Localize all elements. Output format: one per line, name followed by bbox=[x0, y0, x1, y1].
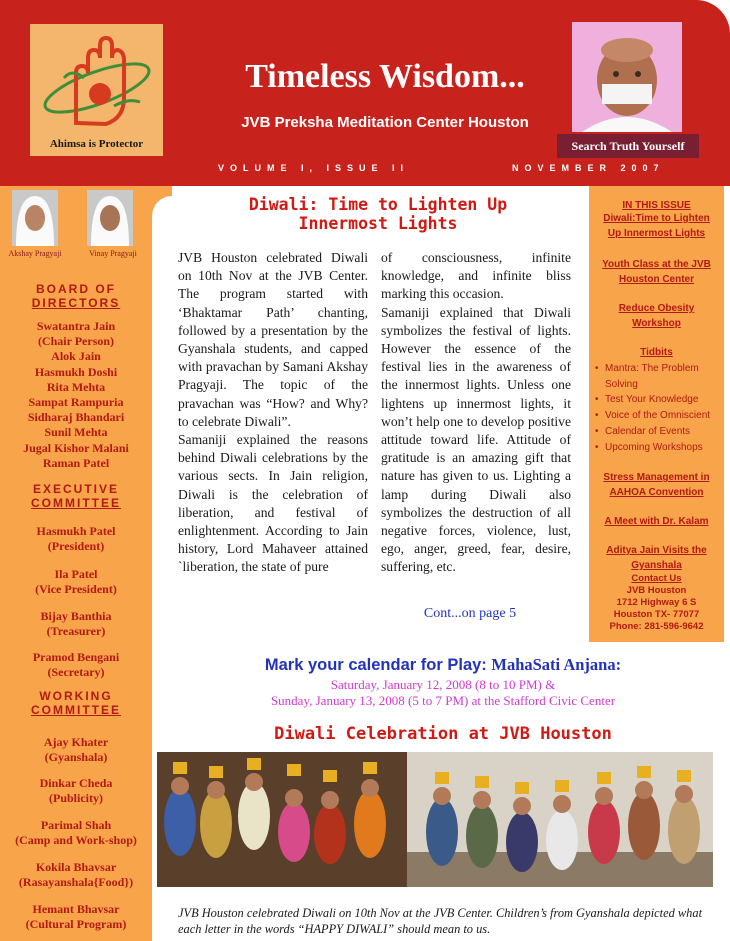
calendar-date-1: Saturday, January 12, 2008 (8 to 10 PM) & bbox=[330, 677, 556, 692]
article-paragraph: of consciousness, infinite knowledge, and infinite bliss marking this occasion. bbox=[381, 250, 571, 302]
issue-index-heading: IN THIS ISSUE bbox=[622, 200, 691, 211]
link-line[interactable]: Reduce Obesity bbox=[618, 303, 695, 314]
member-name: Hemant Bhavsar bbox=[32, 902, 120, 916]
article-paragraph: JVB Houston celebrated Diwali on 10th Nov at the JVB Center. The program started with ‘Bhaktamar Path’ chanting, followed by a presentation by the Gyanshala students, and capped with pravachan by Samani Akshay Pragyaji. The topic of the pravachan was “How? and Why? to celebrate Diwali”. bbox=[178, 250, 368, 429]
member-role: (Secretary) bbox=[47, 665, 105, 679]
link-line[interactable]: Diwali:Time to Lighten bbox=[603, 213, 710, 224]
children-performance-image bbox=[157, 752, 713, 887]
member-role: (Camp and Work-shop) bbox=[15, 833, 137, 847]
newsletter-subtitle: JVB Preksha Meditation Center Houston bbox=[241, 114, 529, 131]
working-member bbox=[0, 776, 152, 806]
member-role: (Publicity) bbox=[49, 791, 103, 805]
volume-issue: VOLUME I, ISSUE II bbox=[218, 163, 410, 173]
member-name: Kokila Bhavsar bbox=[35, 860, 117, 874]
executive-member bbox=[0, 609, 152, 639]
member-name: Hasmukh Patel bbox=[36, 524, 116, 538]
member-name: Dinkar Cheda bbox=[39, 776, 113, 790]
link-line[interactable]: Aditya Jain Visits the bbox=[606, 545, 707, 556]
member-role: (Vice President) bbox=[35, 582, 117, 596]
photo-caption-text: JVB Houston celebrated Diwali on 10th Nov at the JVB Center. Children’s from Gyanshala depicted what each letter in the words “HAPPY DIWALI” should mean to us. bbox=[178, 906, 703, 936]
newsletter-title: Timeless Wisdom... bbox=[245, 58, 525, 95]
executive-member bbox=[0, 524, 152, 554]
member-name: Ila Patel bbox=[54, 567, 98, 581]
celebration-photo bbox=[157, 752, 713, 887]
avatar bbox=[12, 190, 58, 246]
contact-block bbox=[589, 573, 724, 633]
play-name: MahaSati Anjana: bbox=[491, 655, 622, 674]
hand-dove-logo-icon bbox=[36, 28, 158, 132]
link-line[interactable]: Youth Class at the JVB bbox=[602, 259, 711, 270]
ahimsa-logo bbox=[30, 24, 163, 156]
member-name: Bijay Banthia bbox=[40, 609, 112, 623]
issue-index bbox=[589, 186, 724, 642]
contact-line: 1712 Highway 6 S bbox=[616, 597, 697, 608]
article-column-2 bbox=[381, 249, 571, 577]
contact-line: JVB Houston bbox=[626, 585, 687, 596]
board-member: Sidharaj Bhandari bbox=[27, 410, 125, 425]
member-role: (Gyanshala) bbox=[44, 750, 108, 764]
link-aditya-jain[interactable] bbox=[589, 543, 724, 573]
guru-portrait bbox=[572, 22, 682, 132]
member-role: (President) bbox=[47, 539, 105, 553]
avatar-caption: Akshay Pragyaji bbox=[8, 249, 62, 258]
board-member: Raman Patel bbox=[42, 455, 110, 470]
board-names bbox=[0, 319, 152, 471]
executive-heading-line-2: COMMITTEE bbox=[31, 496, 121, 510]
member-name: Parimal Shah bbox=[40, 818, 112, 832]
article-title bbox=[178, 195, 578, 233]
link-youth-class[interactable] bbox=[589, 257, 724, 287]
board-member: Sunil Mehta bbox=[44, 425, 108, 440]
board-member: (Chair Person) bbox=[37, 334, 115, 349]
board-member: Rita Mehta bbox=[46, 379, 106, 394]
working-heading-line-2: COMMITTEE bbox=[31, 703, 121, 717]
celebration-title: Diwali Celebration at JVB Houston bbox=[274, 724, 612, 744]
link-diwali-article[interactable] bbox=[589, 211, 724, 241]
article-paragraph: Samaniji explained the reasons behind Diwali celebrations by the various sects. In Jain religion, Diwali is the celebration of liberation, and festival of enlightenment. According to Jain history, Lord Mahaveer attained `liberation, the state of pure bbox=[178, 432, 368, 575]
executive-heading bbox=[0, 482, 152, 510]
link-tidbits[interactable]: Tidbits bbox=[640, 347, 673, 358]
link-line[interactable]: Stress Management in bbox=[603, 472, 710, 483]
article-title-line-2: Innermost Lights bbox=[298, 214, 458, 233]
board-member: Jugal Kishor Malani bbox=[23, 440, 129, 455]
portrait-image bbox=[572, 22, 682, 132]
link-line[interactable]: AAHOA Convention bbox=[609, 487, 704, 498]
working-heading bbox=[0, 689, 152, 717]
list-item[interactable]: • Mantra: The Problem Solving bbox=[595, 361, 723, 392]
executive-member bbox=[0, 650, 152, 680]
board-heading-line-1: BOARD OF bbox=[36, 282, 116, 296]
link-stress-management[interactable] bbox=[589, 470, 724, 500]
list-item[interactable]: • Upcoming Workshops bbox=[595, 440, 723, 456]
board-member: Alok Jain bbox=[51, 349, 101, 364]
list-item[interactable]: • Calendar of Events bbox=[595, 424, 723, 440]
tidbits-list bbox=[595, 361, 723, 455]
executive-heading-line-1: EXECUTIVE bbox=[32, 482, 119, 496]
avatar-caption: Vinay Pragyaji bbox=[89, 249, 137, 258]
masthead bbox=[0, 0, 730, 186]
contact-line: Houston TX- 77077 bbox=[613, 609, 700, 620]
list-item[interactable]: • Test Your Knowledge bbox=[595, 392, 723, 408]
working-member bbox=[0, 818, 152, 848]
link-dr-kalam[interactable]: A Meet with Dr. Kalam bbox=[604, 516, 709, 527]
link-line[interactable]: Gyanshala bbox=[631, 560, 682, 571]
calendar-date-2: Sunday, January 13, 2008 (5 to 7 PM) at the Stafford Civic Center bbox=[270, 693, 616, 708]
board-member: Sampat Rampuria bbox=[28, 395, 124, 410]
nun-portrait-image bbox=[87, 190, 133, 246]
member-name: Pramod Bengani bbox=[32, 650, 120, 664]
member-role: (Treasurer) bbox=[46, 624, 106, 638]
working-member bbox=[0, 735, 152, 765]
article-paragraph: Samaniji explained that Diwali symbolizes the festival of lights. However the essence of the festival lies in the awareness of the innermost lights. Unless one lightens up innermost lights, it won’t help one to develop positive attitude toward life. Attitude of gratitude is an amazing gift that nature has given to us. Lighting a lamp during Diwali also symbolizes the destruction of all negative forces, violence, lust, ego, anger, greed, fear, desire, suffering, etc. bbox=[381, 304, 571, 575]
calendar-title bbox=[156, 655, 730, 675]
samani-avatars bbox=[0, 186, 152, 266]
working-heading-line-1: WORKING bbox=[39, 689, 113, 703]
contact-line: Phone: 281-596-9642 bbox=[609, 621, 704, 632]
nun-portrait-image bbox=[12, 190, 58, 246]
list-item[interactable]: • Voice of the Omniscient bbox=[595, 408, 723, 424]
link-line[interactable]: Houston Center bbox=[619, 274, 694, 285]
avatar bbox=[87, 190, 133, 246]
left-sidebar bbox=[0, 186, 152, 941]
link-line[interactable]: Up Innermost Lights bbox=[607, 228, 706, 239]
member-role: (Rasayanshala{Food}) bbox=[18, 875, 134, 889]
working-member bbox=[0, 902, 152, 932]
logo-caption: Ahimsa is Protector bbox=[49, 138, 144, 150]
board-member: Hasmukh Doshi bbox=[34, 364, 118, 379]
photo-caption: Search Truth Yourself bbox=[557, 134, 699, 158]
calendar-lead: Mark your calendar for Play: bbox=[264, 656, 492, 674]
board-member: Swatantra Jain bbox=[36, 319, 116, 333]
link-obesity-workshop[interactable] bbox=[589, 301, 724, 331]
article-column-1 bbox=[178, 249, 368, 577]
link-line[interactable]: Workshop bbox=[632, 318, 681, 329]
article-title-line-1: Diwali: Time to Lighten Up bbox=[248, 195, 508, 214]
working-member bbox=[0, 860, 152, 890]
member-role: (Cultural Program) bbox=[25, 917, 127, 931]
issue-date: NOVEMBER 2007 bbox=[512, 163, 665, 173]
executive-member bbox=[0, 567, 152, 597]
board-heading-line-2: DIRECTORS bbox=[31, 296, 121, 310]
board-heading bbox=[0, 282, 152, 310]
contact-heading: Contact Us bbox=[631, 573, 682, 584]
continued-link[interactable]: Cont...on page 5 bbox=[423, 606, 517, 621]
member-name: Ajay Khater bbox=[43, 735, 109, 749]
